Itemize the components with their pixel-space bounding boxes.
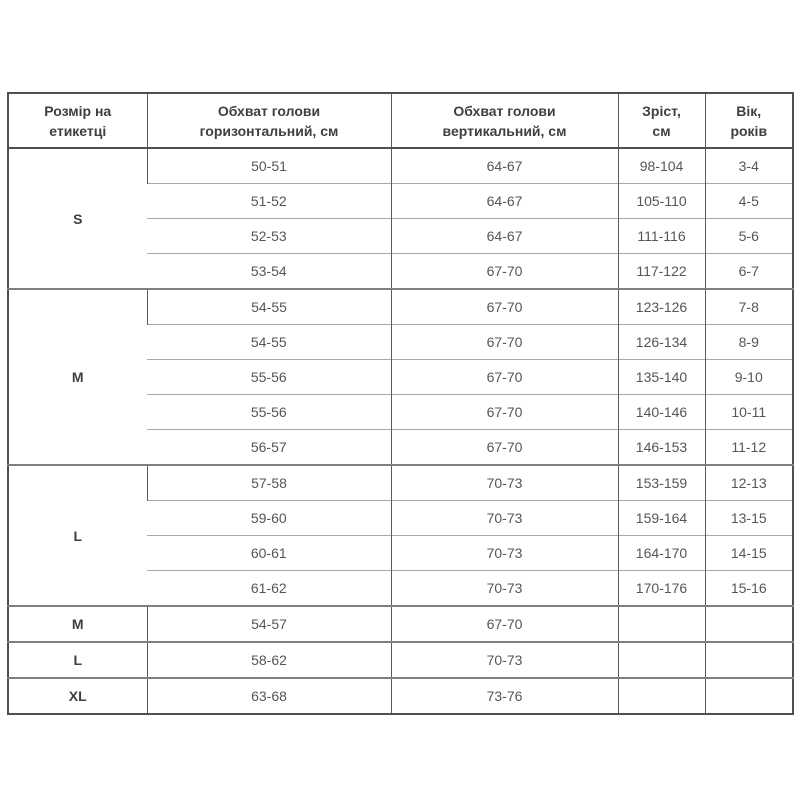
horizontal-cell: 54-55 (147, 289, 391, 325)
table-row (8, 289, 793, 325)
vertical-cell: 70-73 (391, 465, 618, 501)
size-cell: L (8, 465, 147, 606)
height-cell: 146-153 (618, 430, 705, 466)
age-cell: 15-16 (705, 571, 793, 607)
age-cell (705, 642, 793, 678)
height-cell: 153-159 (618, 465, 705, 501)
age-cell: 12-13 (705, 465, 793, 501)
height-cell: 140-146 (618, 395, 705, 430)
horizontal-cell: 58-62 (147, 642, 391, 678)
col-header-height-line2: см (652, 122, 671, 139)
horizontal-cell: 50-51 (147, 148, 391, 184)
height-cell: 135-140 (618, 360, 705, 395)
horizontal-cell: 59-60 (147, 501, 391, 536)
horizontal-cell: 53-54 (147, 254, 391, 290)
height-cell: 117-122 (618, 254, 705, 290)
horizontal-cell: 55-56 (147, 395, 391, 430)
height-cell: 159-164 (618, 501, 705, 536)
horizontal-cell: 54-57 (147, 606, 391, 642)
horizontal-cell: 56-57 (147, 430, 391, 466)
age-cell: 4-5 (705, 184, 793, 219)
vertical-cell: 73-76 (391, 678, 618, 714)
size-cell: S (8, 148, 147, 289)
table-row (8, 678, 793, 714)
size-cell: XL (8, 678, 147, 714)
vertical-cell: 67-70 (391, 430, 618, 466)
table-row (8, 606, 793, 642)
horizontal-cell: 51-52 (147, 184, 391, 219)
vertical-cell: 70-73 (391, 501, 618, 536)
age-cell: 6-7 (705, 254, 793, 290)
vertical-cell: 70-73 (391, 642, 618, 678)
vertical-cell: 67-70 (391, 360, 618, 395)
col-header-age (705, 93, 793, 148)
size-cell: M (8, 606, 147, 642)
height-cell: 123-126 (618, 289, 705, 325)
height-cell: 170-176 (618, 571, 705, 607)
horizontal-cell: 63-68 (147, 678, 391, 714)
height-cell: 111-116 (618, 219, 705, 254)
table-row (8, 642, 793, 678)
col-header-height (618, 93, 705, 148)
col-header-vertical-line1: Обхват голови (453, 102, 556, 119)
col-header-age-line2: років (730, 122, 768, 139)
horizontal-cell: 54-55 (147, 325, 391, 360)
height-cell (618, 678, 705, 714)
col-header-horizontal (147, 93, 391, 148)
height-cell: 164-170 (618, 536, 705, 571)
vertical-cell: 67-70 (391, 606, 618, 642)
col-header-age-line1: Вік, (736, 102, 762, 119)
vertical-cell: 67-70 (391, 395, 618, 430)
horizontal-cell: 52-53 (147, 219, 391, 254)
age-cell (705, 606, 793, 642)
col-header-vertical-line2: вертикальний, см (442, 122, 567, 139)
size-cell: M (8, 289, 147, 465)
age-cell: 10-11 (705, 395, 793, 430)
vertical-cell: 64-67 (391, 148, 618, 184)
age-cell: 14-15 (705, 536, 793, 571)
table-row (8, 465, 793, 501)
col-header-size (8, 93, 147, 148)
vertical-cell: 67-70 (391, 254, 618, 290)
col-header-vertical (391, 93, 618, 148)
vertical-cell: 64-67 (391, 184, 618, 219)
horizontal-cell: 61-62 (147, 571, 391, 607)
vertical-cell: 70-73 (391, 536, 618, 571)
table-row (8, 148, 793, 184)
age-cell: 9-10 (705, 360, 793, 395)
header-row (8, 93, 793, 148)
height-cell: 126-134 (618, 325, 705, 360)
col-header-size-line2: етикетці (49, 122, 107, 139)
vertical-cell: 67-70 (391, 325, 618, 360)
col-header-horizontal-line2: горизонтальний, см (199, 122, 339, 139)
size-chart-table (7, 92, 794, 715)
height-cell (618, 642, 705, 678)
age-cell: 13-15 (705, 501, 793, 536)
size-cell: L (8, 642, 147, 678)
vertical-cell: 67-70 (391, 289, 618, 325)
horizontal-cell: 57-58 (147, 465, 391, 501)
col-header-height-line1: Зріст, (642, 102, 681, 119)
height-cell: 98-104 (618, 148, 705, 184)
col-header-horizontal-line1: Обхват голови (217, 102, 321, 119)
age-cell: 8-9 (705, 325, 793, 360)
col-header-size-line1: Розмір на (44, 102, 112, 119)
age-cell: 7-8 (705, 289, 793, 325)
height-cell (618, 606, 705, 642)
age-cell: 5-6 (705, 219, 793, 254)
horizontal-cell: 55-56 (147, 360, 391, 395)
horizontal-cell: 60-61 (147, 536, 391, 571)
age-cell: 11-12 (705, 430, 793, 466)
vertical-cell: 70-73 (391, 571, 618, 607)
age-cell: 3-4 (705, 148, 793, 184)
vertical-cell: 64-67 (391, 219, 618, 254)
height-cell: 105-110 (618, 184, 705, 219)
age-cell (705, 678, 793, 714)
